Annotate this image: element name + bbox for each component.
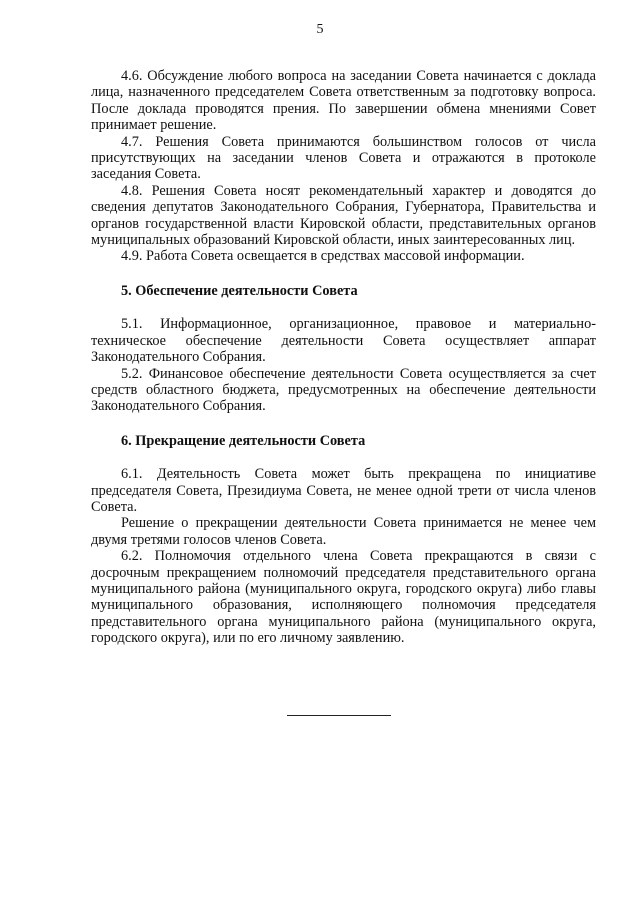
paragraph-6-1: 6.1. Деятельность Совета может быть прекращена по инициативе председателя Совета, Президиума Совета, не менее одной трети от числа членов Совета. xyxy=(91,466,596,515)
paragraph-6-1-decision: Решение о прекращении деятельности Совета принимается не менее чем двумя третями голосов членов Совета. xyxy=(91,515,596,548)
section-6-heading: 6. Прекращение деятельности Совета xyxy=(121,432,366,449)
paragraph-4-7: 4.7. Решения Совета принимаются большинством голосов от числа присутствующих на заседании членов Совета и отражаются в протоколе заседания Совета. xyxy=(91,133,596,183)
document-body xyxy=(91,68,596,647)
spacer xyxy=(91,415,596,433)
paragraph-5-2: 5.2. Финансовое обеспечение деятельности Совета осуществляется за счет средств областного бюджета, предусмотренных на обеспечение деятельности Законодательного Собрания. xyxy=(91,365,596,415)
paragraph-4-9: 4.9. Работа Совета освещается в средствах массовой информации. xyxy=(121,248,525,265)
spacer xyxy=(91,299,596,316)
paragraph-5-1: 5.1. Информационное, организационное, правовое и материально-техническое обеспечение деятельности Совета осуществляет аппарат Законодательного Собрания. xyxy=(91,316,596,366)
paragraph-6-2: 6.2. Полномочия отдельного члена Совета прекращаются в связи с досрочным прекращением полномочий председателя представительного органа муниципального района (муниципального округа, городского округа) либо главы муниципального образования, исполняющего полномочия председателя представительного органа муниципального района (муниципального округа, городского округа), или по его личному заявлению. xyxy=(91,548,596,647)
paragraph-4-6: 4.6. Обсуждение любого вопроса на заседании Совета начинается с доклада лица, назначенного председателем Совета ответственным за подготовку вопроса. После доклада проводятся прения. По завершении обмена мнениями Совет принимает решение. xyxy=(91,68,596,134)
end-of-document-rule xyxy=(287,715,391,716)
section-5-heading: 5. Обеспечение деятельности Совета xyxy=(121,282,358,299)
spacer xyxy=(91,265,596,283)
page-number: 5 xyxy=(316,22,324,37)
spacer xyxy=(91,449,596,466)
paragraph-4-8: 4.8. Решения Совета носят рекомендательный характер и доводятся до сведения депутатов Законодательного Собрания, Губернатора, Правительства и органов государственной власти Кировской области, представительных органов муниципальных образований Кировской области, иных заинтересованных лиц. xyxy=(91,182,596,249)
